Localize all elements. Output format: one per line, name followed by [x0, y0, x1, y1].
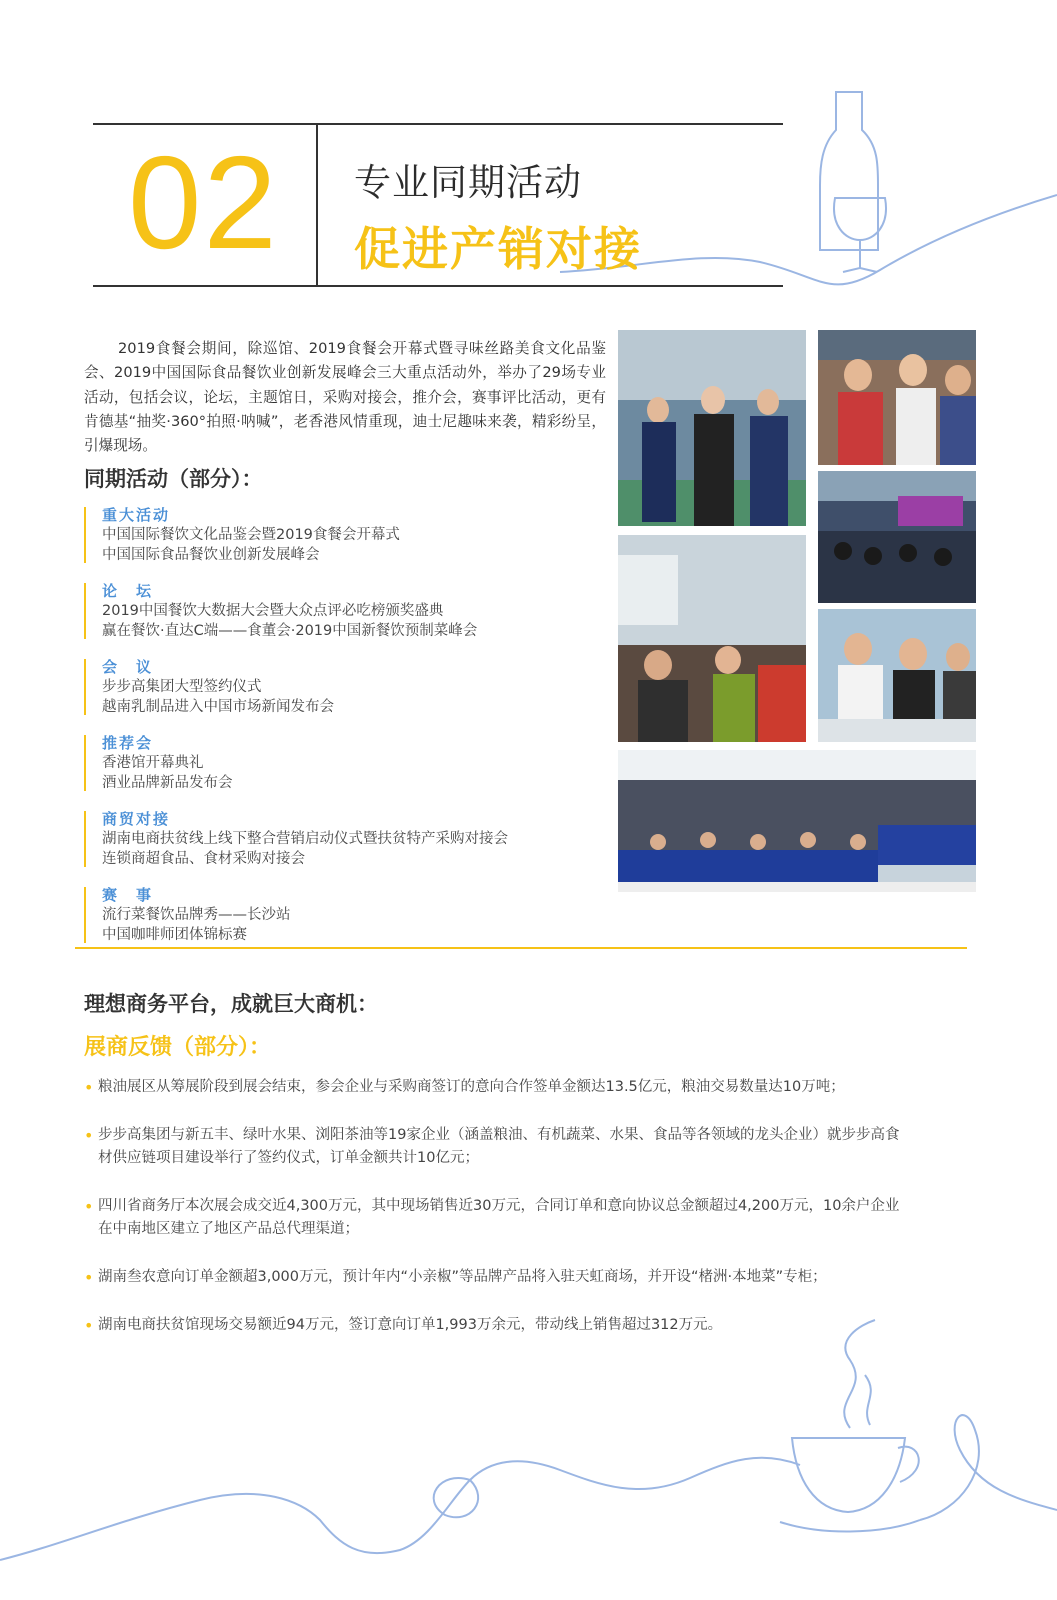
activity-item: 中国咖啡师团体锦标赛 — [102, 927, 247, 943]
activities-list — [84, 505, 604, 961]
feedback-item: • 粮油展区从筹展阶段到展会结束，参会企业与采购商签订的意向合作签单金额达13.5亿元，粮油交易数量达10万吨； — [84, 1076, 904, 1099]
photo-collage — [618, 330, 978, 895]
activity-item: 2019中国餐饮大数据大会暨大众点评必吃榜颁奖盛典 — [102, 603, 444, 619]
activity-category: 重大活动 — [102, 506, 171, 524]
intro-paragraph: 2019食餐会期间，除巡馆、2019食餐会开幕式暨寻味丝路美食文化品鉴会、2019中国国际食品餐饮业创新发展峰会三大重点活动外，举办了29场专业活动，包括会议，论坛，主题馆日，采购对接会，推介会，赛事评比活动，更有肯德基“抽奖·360°拍照·呐喊”，老香港风情重现，迪士尼趣味来袭，精彩纷呈，引爆现场。 — [84, 340, 606, 455]
activity-item: 赢在餐饮·直达C端——食董会·2019中国新餐饮预制菜峰会 — [102, 623, 478, 639]
bottle-line-icon — [820, 92, 878, 250]
activity-group — [84, 505, 604, 565]
feedback-heading: 展商反馈（部分）： — [84, 1035, 272, 1060]
activity-item: 湖南电商扶贫线上线下整合营销启动仪式暨扶贫特产采购对接会 — [102, 831, 508, 847]
header-bottom-rule — [93, 285, 783, 287]
section-title: 专业同期活动 — [354, 161, 582, 204]
feedback-list — [84, 1076, 904, 1362]
coffee-cup-icon — [792, 1438, 919, 1512]
activity-group — [84, 657, 604, 717]
activity-item: 香港馆开幕典礼 — [102, 755, 204, 771]
conference-audience-photo — [618, 750, 976, 892]
barista-demo-photo — [818, 609, 976, 742]
activity-category: 商贸对接 — [102, 810, 171, 828]
activity-item: 越南乳制品进入中国市场新闻发布会 — [102, 699, 334, 715]
exhibition-hall-photo — [618, 535, 806, 742]
crowd-tasting-photo — [818, 330, 976, 465]
section-number: 02 — [128, 129, 279, 276]
activity-item: 流行菜餐饮品牌秀——长沙站 — [102, 907, 291, 923]
activity-item: 步步高集团大型签约仪式 — [102, 679, 262, 695]
feedback-item: • 步步高集团与新五丰、绿叶水果、浏阳茶油等19家企业（涵盖粮油、有机蔬菜、水果、食品等各领域的龙头企业）就步步高食材供应链项目建设举行了签约仪式，订单金额共计10亿元； — [84, 1124, 904, 1170]
activity-item: 酒业品牌新品发布会 — [102, 775, 233, 791]
section-subtitle: 促进产销对接 — [354, 222, 642, 276]
section-divider — [75, 947, 967, 949]
activity-group — [84, 809, 604, 869]
feedback-item: • 湖南叁农意向订单金额超3,000万元，预计年内“小亲椒”等品牌产品将入驻天虹商场，并开设“楮洲·本地菜”专柜； — [84, 1266, 904, 1289]
business-heading: 理想商务平台，成就巨大商机： — [84, 992, 378, 1016]
feedback-item: • 四川省商务厅本次展会成交近4,300万元，其中现场销售近30万元，合同订单和意向协议总金额超过4,200万元，10余户企业在中南地区建立了地区产品总代理渠道； — [84, 1195, 904, 1241]
activity-category: 推荐会 — [102, 734, 154, 752]
activity-category: 论 坛 — [102, 582, 154, 600]
activity-item: 中国国际食品餐饮业创新发展峰会 — [102, 547, 320, 563]
activity-category: 赛 事 — [102, 886, 154, 904]
activity-item: 连锁商超食品、食材采购对接会 — [102, 851, 305, 867]
activity-group — [84, 581, 604, 641]
activity-group — [84, 885, 604, 945]
activity-category: 会 议 — [102, 658, 154, 676]
feedback-item: • 湖南电商扶贫馆现场交易额近94万元，签订意向订单1,993万余元，带动线上销售超过312万元。 — [84, 1314, 904, 1337]
header-top-rule — [93, 123, 783, 125]
activity-item: 中国国际餐饮文化品鉴会暨2019食餐会开幕式 — [102, 527, 400, 543]
activities-heading: 同期活动（部分）： — [84, 467, 263, 491]
dignitaries-walking-photo — [618, 330, 806, 526]
header-divider — [316, 123, 318, 287]
stage-event-photo — [818, 471, 976, 603]
activity-group — [84, 733, 604, 793]
wine-glass-icon — [834, 198, 886, 272]
